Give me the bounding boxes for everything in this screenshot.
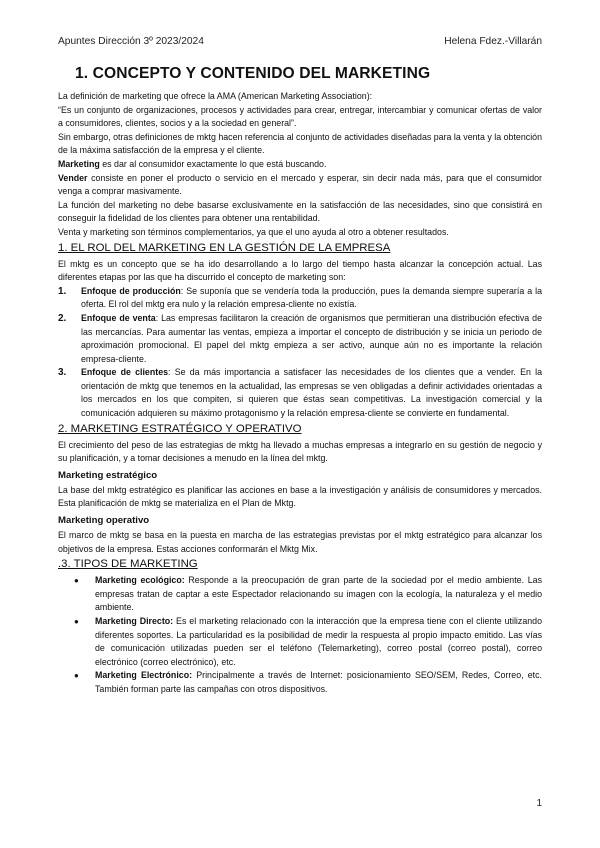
marketing-operativo-text: El marco de mktg se basa en la puesta en marcha de las estrategias previstas por el mktg estratégico para alcanzar los objetivos de la empresa. Estas acciones conformarán el Mktg Mix.	[58, 530, 542, 554]
page-number: 1	[536, 798, 542, 809]
header-author: Helena Fdez.-Villarán	[444, 36, 542, 47]
list-item-term: Enfoque de clientes	[81, 367, 169, 378]
intro-marketing-definition	[58, 158, 542, 172]
list-number: 3.	[58, 367, 67, 379]
intro-paragraph-3: Sin embargo, otras definiciones de mktg hacen referencia al conjunto de actividades diseñadas para la venta y la obtención de la máxima satisfacción de la empresa y el cliente.	[58, 131, 542, 156]
list-item-text: : Se da más importancia a satisfacer las necesidades de los clientes que a vender. En la orientación de mktg que tenemos en la actualidad, las empresas se ven obligadas a definir actividades orientadas a los mercados en los que compiten, si quieren que éstas sean competitivas. La investigación comercial y la comunicación adquieren su máximo protagonismo y la relación empresa-cliente se convierte en fundamental.	[81, 367, 542, 419]
list-item-text: : Se suponía que se vendería toda la producción, pues la demanda siempre superaría a la oferta. El rol del mktg era nulo y la relación empresa-cliente no existía.	[81, 285, 542, 310]
list-item-term: Marketing ecológico:	[95, 575, 185, 586]
list-item	[58, 669, 542, 696]
intro-definition-quote: “Es un conjunto de organizaciones, procesos y actividades para crear, entregar, intercambiar y comunicar ofertas de valor a consumidores, clientes, socios y a la sociedad en general”.	[58, 104, 542, 129]
term-vender: Vender	[58, 172, 88, 183]
bullet-icon: ●	[74, 617, 79, 626]
list-item	[58, 615, 542, 669]
marketing-definition-text: es dar al consumidor exactamente lo que está buscando.	[99, 158, 327, 169]
list-item-term: Marketing Directo:	[95, 616, 174, 626]
list-item-text: : Las empresas facilitaron la creación de organismos que permitieran una distribución efectiva de las mercancías. Para aumentar las ventas, empieza a importar el concepto de distribución y se inicia un periodo de aproximación promocional. El papel del mktg empieza a ser activo, aunque aún no es importante la relación empresa-cliente.	[81, 312, 542, 364]
intro-paragraph-6: La función del marketing no debe basarse exclusivamente en la satisfacción de las necesidades, sino que consistirá en conseguir la fidelidad de los clientes para obtener una rentabilidad.	[58, 199, 542, 224]
list-item-term: Marketing Electrónico:	[95, 670, 193, 681]
list-item	[58, 312, 542, 366]
list-item	[58, 574, 542, 615]
bullet-icon: ●	[74, 671, 79, 681]
vender-definition-text: consiste en poner el producto o servicio en el mercado y esperar, sin decir nada más, para que el consumidor venga a comprar masivamente.	[58, 172, 542, 197]
list-number: 1.	[58, 285, 67, 297]
list-item-text: Es el marketing relacionado con la interacción que la empresa tiene con el cliente utilizando diferentes soportes. La particularidad es la posibilidad de medir la respuesta al propio impacto emitido. Las vías de comunicación utilizadas pueden ser el teléfono (Telemarketing), correo postal (correo postal), correo electrónico (correo electrónico), etc.	[95, 616, 542, 667]
section-3-heading: .3. TIPOS DE MARKETING	[58, 558, 198, 571]
list-item-term: Enfoque de producción	[81, 285, 181, 296]
list-item	[58, 285, 542, 312]
list-item-term: Enfoque de venta	[81, 312, 156, 323]
section-1-heading: 1. EL ROL DEL MARKETING EN LA GESTIÓN DE LA EMPRESA	[58, 241, 391, 254]
list-number: 2.	[58, 312, 67, 324]
header-course: Apuntes Dirección 3º 2023/2024	[58, 36, 204, 47]
page-title: 1. CONCEPTO Y CONTENIDO DEL MARKETING	[75, 65, 431, 82]
marketing-types-list	[58, 574, 542, 696]
list-item-text: Responde a la preocupación de gran parte de la sociedad por el medio ambiente. Las empresas tratan de captar a este Espectador relacionando su imagen con la ecología, la naturaleza y el medio ambiente.	[95, 575, 543, 613]
intro-paragraph-1: La definición de marketing que ofrece la AMA (American Marketing Association):	[58, 91, 373, 101]
list-item	[58, 366, 542, 420]
marketing-stages-list	[58, 285, 542, 421]
document-body	[58, 64, 542, 697]
list-item-text: Principalmente a través de Internet: posicionamiento SEO/SEM, Redes, Correo, etc. También forman parte las campañas con otros dispositivos.	[95, 670, 543, 694]
subheading-marketing-operativo: Marketing operativo	[58, 515, 150, 527]
section-2-intro: El crecimiento del peso de las estrategias de mktg ha llevado a muchas empresas a integrarlo en su gestión de negocio y su planificación, y a tomar decisiones a menudo en la línea del mktg.	[58, 439, 542, 464]
section-1-intro: El mktg es un concepto que se ha ido desarrollando a lo largo del tiempo hasta alcanzar la concepción actual. Las diferentes etapas por las que ha discurrido el concepto de marketing son:	[58, 258, 542, 283]
marketing-estrategico-text: La base del mktg estratégico es planificar las acciones en base a la investigación y análisis de consumidores y mercados. Esta planificación de mktg se materializa en el Plan de Mktg.	[58, 484, 542, 509]
bullet-icon: ●	[74, 576, 79, 586]
intro-vender-definition	[58, 172, 542, 199]
term-marketing: Marketing	[58, 158, 100, 169]
subheading-marketing-estrategico: Marketing estratégico	[58, 469, 158, 481]
section-2-heading: 2. MARKETING ESTRATÉGICO Y OPERATIVO	[58, 422, 302, 435]
intro-paragraph-7: Venta y marketing son términos complementarios, ya que el uno ayuda al otro a obtener resultados.	[58, 226, 449, 237]
